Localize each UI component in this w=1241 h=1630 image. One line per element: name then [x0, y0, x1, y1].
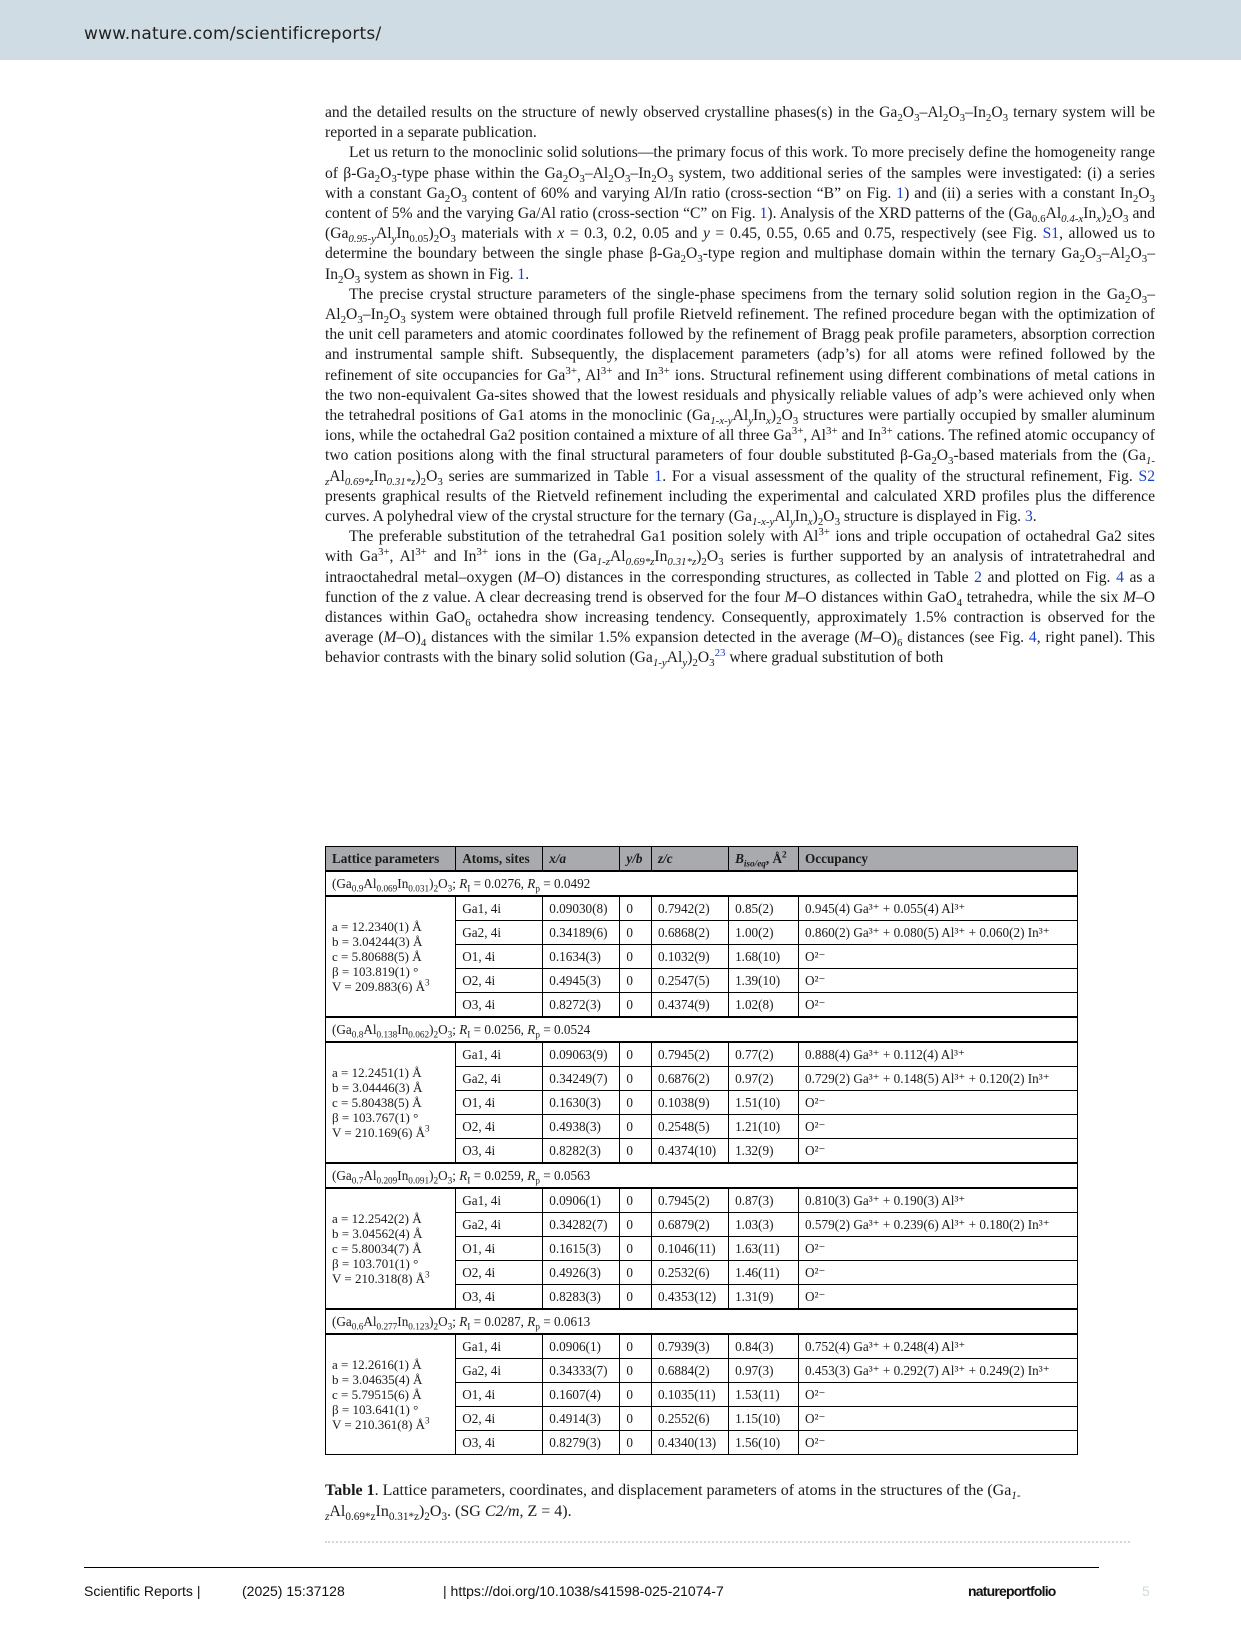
occupancy-value: 0.579(2) Ga³⁺ + 0.239(6) Al³⁺ + 0.180(2) In³⁺ — [799, 1213, 1078, 1237]
formula-row — [326, 1017, 1078, 1042]
b-iso-value: 1.68(10) — [729, 945, 799, 969]
x-a-value: 0.1615(3) — [543, 1237, 620, 1261]
lattice-parameters-cell: a = 12.2451(1) Å b = 3.04446(3) Å c = 5.80438(5) Å β = 103.767(1) ° V = 210.169(6) $Å^3$ — [326, 1042, 456, 1163]
lattice-param: b = 3.04244(3) Å — [332, 934, 423, 949]
z-c-value: 0.6879(2) — [651, 1213, 728, 1237]
table-1 — [325, 846, 1078, 1455]
x-a-value: 0.4938(3) — [543, 1115, 620, 1139]
occupancy-value: 0.810(3) Ga³⁺ + 0.190(3) Al³⁺ — [799, 1188, 1078, 1213]
y-b-value: 0 — [620, 969, 652, 993]
occupancy-value: O²⁻ — [799, 945, 1078, 969]
x-a-value: 0.4914(3) — [543, 1407, 620, 1431]
nature-portfolio-logo: natureportfolio — [968, 1583, 1056, 1599]
x-a-value: 0.1607(4) — [543, 1383, 620, 1407]
formula-row — [326, 871, 1078, 896]
atom-site: O3, 4i — [456, 1139, 543, 1164]
lattice-param: a = 12.2451(1) Å — [332, 1065, 422, 1080]
b-iso-value: 1.39(10) — [729, 969, 799, 993]
col-y-b: y/b — [620, 847, 652, 872]
occupancy-value: O²⁻ — [799, 1285, 1078, 1310]
y-b-value: 0 — [620, 1285, 652, 1310]
lattice-param: a = 12.2616(1) Å — [332, 1357, 422, 1372]
lattice-param: β = 103.701(1) ° — [332, 1256, 419, 1271]
y-b-value: 0 — [620, 1139, 652, 1164]
y-b-value: 0 — [620, 1407, 652, 1431]
fig-s2-link[interactable]: S2 — [1138, 467, 1155, 485]
fig-1-link[interactable]: 1 — [517, 265, 526, 283]
occupancy-value: O²⁻ — [799, 993, 1078, 1018]
z-c-value: 0.1035(11) — [651, 1383, 728, 1407]
occupancy-value: O²⁻ — [799, 1261, 1078, 1285]
y-b-value: 0 — [620, 1115, 652, 1139]
z-c-value: 0.7939(3) — [651, 1334, 728, 1359]
fig-1-link[interactable]: 1 — [759, 205, 768, 223]
lattice-param: a = 12.2340(1) Å — [332, 919, 422, 934]
atom-site: O1, 4i — [456, 945, 543, 969]
site-url[interactable]: www.nature.com/scientificreports/ — [84, 24, 382, 44]
x-a-value: 0.34189(6) — [543, 921, 620, 945]
occupancy-value: O²⁻ — [799, 1383, 1078, 1407]
b-iso-value: 0.85(2) — [729, 896, 799, 921]
atom-site: O2, 4i — [456, 969, 543, 993]
paragraph-3: The precise crystal structure parameters of the single-phase specimens from the ternary solid solution region in the $Ga_2O_3-Al_2O_3-In_2O_3$ system were obtained through full profile Rietveld refinement. The refined procedure began with the optimization of the unit cell parameters and atomic coordinates followed by the refinement of Bragg peak profile parameters, absorption correction and instrumental sample shift. Subsequently, the displacement parameters (adp’s) for all atoms were refined followed by the refinement of site occupancies for $Ga^{3+}$, $Al^{3+}$ and $In^{3+}$ ions. Structural refinement using different combinations of metal cations in the two non-equivalent Ga-sites showed that the lowest residuals and physically reliable values of adp’s were achieved only when the tetrahedral positions of Ga1 atoms in the monoclinic $(Ga_{1-x-y}Al_yIn_x)_2O_3$ structures were partially occupied by smaller aluminum ions, while the octahedral Ga2 position contained a mixture of all three $Ga^{3+}$, $Al^{3+}$ and $In^{3+}$ cations. The refined atomic occupancy of two cation positions along with the final structural parameters of four double substituted $\beta-Ga_2O_3$-based materials from the $(Ga_{1-z}Al_{0.69*z}In_{0.31*z})_2O_3$ series are summarized in Table 1. For a visual assessment of the quality of the structural refinement, Fig. S2 presents graphical results of the Rietveld refinement including the experimental and calculated XRD profiles plus the difference curves. A polyhedral view of the crystal structure for the ternary $(Ga_{1-x-y}Al_yIn_x)_2O_3$ structure is displayed in Fig. 3. — [325, 285, 1156, 529]
y-b-value: 0 — [620, 1334, 652, 1359]
z-c-value: 0.2532(6) — [651, 1261, 728, 1285]
compound-formula: $(Ga_{0.8}Al_{0.138}In_{0.062})_2O_3$; $R_I = 0.0256$, $R_p = 0.0524$ — [326, 1017, 1078, 1042]
article-body — [325, 103, 1155, 669]
x-a-value: 0.34333(7) — [543, 1359, 620, 1383]
table-row — [326, 1188, 1078, 1213]
table-caption: Table 1. Lattice parameters, coordinates, and displacement parameters of atoms in the structures of the $(Ga_{1-z}Al_{0.69*z}In_{0.31*z})_2O_3$. (SG C2/m, Z = 4). — [325, 1482, 1021, 1524]
b-iso-value: 0.84(3) — [729, 1334, 799, 1359]
page-number: 5 — [1142, 1583, 1150, 1599]
paragraph-4: The preferable substitution of the tetrahedral Ga1 position solely with $Al^{3+}$ ions and triple occupation of octahedral Ga2 sites with $Ga^{3+}$, $Al^{3+}$ and $In^{3+}$ ions in the $(Ga_{1-z}Al_{0.69*z}In_{0.31*z})_2O_3$ series is further supported by an analysis of intratetrahedral and intraoctahedral metal–oxygen (M–O) distances in the corresponding structures, as collected in Table 2 and plotted on Fig. 4 as a function of the z value. A clear decreasing trend is observed for the four M–O distances within GaO$_4$ tetrahedra, while the six M–O distances within GaO$_6$ octahedra show increasing tendency. Consequently, approximately 1.5% contraction is observed for the average $(M-O)_4$ distances with the similar 1.5% expansion detected in the average $(M-O)_6$ distances (see Fig. 4, right panel). This behavior contrasts with the binary solid solution $(Ga_{1-y}Al_y)_2O_3^{23}$ where gradual substitution of both — [325, 526, 1155, 670]
x-a-value: 0.4945(3) — [543, 969, 620, 993]
table-1-link[interactable]: 1 — [654, 467, 663, 485]
z-c-value: 0.7945(2) — [651, 1188, 728, 1213]
y-b-value: 0 — [620, 1042, 652, 1067]
y-b-value: 0 — [620, 1237, 652, 1261]
fig-1-link[interactable]: 1 — [896, 184, 905, 202]
col-z-c: z/c — [651, 847, 728, 872]
atom-site: O2, 4i — [456, 1261, 543, 1285]
lattice-param: β = 103.767(1) ° — [332, 1110, 419, 1125]
z-c-value: 0.7945(2) — [651, 1042, 728, 1067]
x-a-value: 0.4926(3) — [543, 1261, 620, 1285]
b-iso-value: 0.97(2) — [729, 1067, 799, 1091]
b-iso-value: 1.03(3) — [729, 1213, 799, 1237]
atom-site: O3, 4i — [456, 1431, 543, 1455]
atom-site: Ga1, 4i — [456, 1334, 543, 1359]
table-row — [326, 1334, 1078, 1359]
x-a-value: 0.09030(8) — [543, 896, 620, 921]
table-row — [326, 896, 1078, 921]
y-b-value: 0 — [620, 1091, 652, 1115]
z-c-value: 0.7942(2) — [651, 896, 728, 921]
compound-formula: $(Ga_{0.9}Al_{0.069}In_{0.031})_2O_3$; $R_I = 0.0276$, $R_p = 0.0492$ — [326, 871, 1078, 896]
col-occupancy: Occupancy — [799, 847, 1078, 872]
b-iso-value: 1.51(10) — [729, 1091, 799, 1115]
b-iso-value: 1.15(10) — [729, 1407, 799, 1431]
z-c-value: 0.6884(2) — [651, 1359, 728, 1383]
atom-site: Ga2, 4i — [456, 1067, 543, 1091]
b-iso-value: 1.21(10) — [729, 1115, 799, 1139]
occupancy-value: 0.729(2) Ga³⁺ + 0.148(5) Al³⁺ + 0.120(2) In³⁺ — [799, 1067, 1078, 1091]
y-b-value: 0 — [620, 1431, 652, 1455]
table-row — [326, 1042, 1078, 1067]
z-c-value: 0.4374(9) — [651, 993, 728, 1018]
lattice-param: β = 103.641(1) ° — [332, 1402, 419, 1417]
lattice-param: c = 5.80688(5) Å — [332, 949, 422, 964]
x-a-value: 0.09063(9) — [543, 1042, 620, 1067]
lattice-param: V = 210.318(8) Å — [332, 1271, 426, 1286]
lattice-param: V = 210.361(8) Å — [332, 1417, 426, 1432]
x-a-value: 0.1634(3) — [543, 945, 620, 969]
col-atoms-sites: Atoms, sites — [456, 847, 543, 872]
occupancy-value: O²⁻ — [799, 1237, 1078, 1261]
atom-site: Ga1, 4i — [456, 896, 543, 921]
b-iso-value: 1.63(11) — [729, 1237, 799, 1261]
z-c-value: 0.1038(9) — [651, 1091, 728, 1115]
atom-site: Ga2, 4i — [456, 1213, 543, 1237]
y-b-value: 0 — [620, 1261, 652, 1285]
col-b-iso: $B_{iso/eq}$, $Å^2$ — [729, 847, 799, 872]
y-b-value: 0 — [620, 896, 652, 921]
atom-site: O2, 4i — [456, 1115, 543, 1139]
z-c-value: 0.4353(12) — [651, 1285, 728, 1310]
atom-site: O2, 4i — [456, 1407, 543, 1431]
occupancy-value: 0.752(4) Ga³⁺ + 0.248(4) Al³⁺ — [799, 1334, 1078, 1359]
b-iso-value: 0.77(2) — [729, 1042, 799, 1067]
compound-formula: $(Ga_{0.6}Al_{0.277}In_{0.123})_2O_3$; $R_I = 0.0287$, $R_p = 0.0613$ — [326, 1309, 1078, 1334]
occupancy-value: O²⁻ — [799, 1091, 1078, 1115]
z-c-value: 0.2548(5) — [651, 1115, 728, 1139]
footer-volume: (2025) 15:37128 — [242, 1583, 345, 1599]
atom-site: Ga1, 4i — [456, 1188, 543, 1213]
z-c-value: 0.4340(13) — [651, 1431, 728, 1455]
table-header-row — [326, 847, 1078, 872]
occupancy-value: O²⁻ — [799, 1115, 1078, 1139]
col-lattice-parameters: Lattice parameters — [326, 847, 456, 872]
x-a-value: 0.8282(3) — [543, 1139, 620, 1164]
formula-row — [326, 1163, 1078, 1188]
lattice-param: c = 5.79515(6) Å — [332, 1387, 422, 1402]
y-b-value: 0 — [620, 1359, 652, 1383]
atom-site: O1, 4i — [456, 1091, 543, 1115]
lattice-param: b = 3.04635(4) Å — [332, 1372, 423, 1387]
y-b-value: 0 — [620, 993, 652, 1018]
occupancy-value: O²⁻ — [799, 1431, 1078, 1455]
b-iso-value: 1.31(9) — [729, 1285, 799, 1310]
lattice-parameters-cell: a = 12.2616(1) Å b = 3.04635(4) Å c = 5.79515(6) Å β = 103.641(1) ° V = 210.361(8) $Å^3$ — [326, 1334, 456, 1455]
y-b-value: 0 — [620, 1383, 652, 1407]
occupancy-value: 0.453(3) Ga³⁺ + 0.292(7) Al³⁺ + 0.249(2) In³⁺ — [799, 1359, 1078, 1383]
occupancy-value: O²⁻ — [799, 969, 1078, 993]
site-header-bar — [0, 0, 1241, 60]
z-c-value: 0.2552(6) — [651, 1407, 728, 1431]
fig-4-link[interactable]: 4 — [1116, 568, 1124, 586]
table-2-link[interactable]: 2 — [974, 568, 982, 586]
b-iso-value: 1.02(8) — [729, 993, 799, 1018]
atom-site: Ga2, 4i — [456, 1359, 543, 1383]
atom-site: Ga1, 4i — [456, 1042, 543, 1067]
lattice-param: c = 5.80438(5) Å — [332, 1095, 422, 1110]
lattice-param: b = 3.04562(4) Å — [332, 1226, 423, 1241]
x-a-value: 0.34249(7) — [543, 1067, 620, 1091]
atom-site: O1, 4i — [456, 1383, 543, 1407]
atom-site: O3, 4i — [456, 993, 543, 1018]
x-a-value: 0.8283(3) — [543, 1285, 620, 1310]
b-iso-value: 1.32(9) — [729, 1139, 799, 1164]
x-a-value: 0.8272(3) — [543, 993, 620, 1018]
x-a-value: 0.34282(7) — [543, 1213, 620, 1237]
compound-formula: $(Ga_{0.7}Al_{0.209}In_{0.091})_2O_3$; $R_I = 0.0259$, $R_p = 0.0563$ — [326, 1163, 1078, 1188]
lattice-param: c = 5.80034(7) Å — [332, 1241, 422, 1256]
b-iso-value: 1.56(10) — [729, 1431, 799, 1455]
z-c-value: 0.1032(9) — [651, 945, 728, 969]
z-c-value: 0.2547(5) — [651, 969, 728, 993]
b-iso-value: 0.97(3) — [729, 1359, 799, 1383]
x-a-value: 0.8279(3) — [543, 1431, 620, 1455]
lattice-param: β = 103.819(1) ° — [332, 964, 419, 979]
footer-doi-link[interactable]: | https://doi.org/10.1038/s41598-025-21074-7 — [443, 1583, 724, 1599]
atom-site: O3, 4i — [456, 1285, 543, 1310]
z-c-value: 0.6876(2) — [651, 1067, 728, 1091]
footer-rule — [84, 1567, 1099, 1568]
x-a-value: 0.0906(1) — [543, 1334, 620, 1359]
paragraph-1: and the detailed results on the structure of newly observed crystalline phases(s) in the $Ga_2O_3-Al_2O_3-In_2O_3$ ternary system will be reported in a separate publication. — [325, 104, 1156, 142]
paragraph-2: Let us return to the monoclinic solid solutions—the primary focus of this work. To more precisely define the homogeneity range of $\beta-Ga_2O_3$-type phase within the $Ga_2O_3-Al_2O_3-In_2O_3$ system, two additional series of the samples were investigated: (i) a series with a constant $Ga_2O_3$ content of 60% and varying Al/In ratio (cross-section “B” on Fig. 1) and (ii) a series with a constant $In_2O_3$ content of 5% and the varying Ga/Al ratio (cross-section “C” on Fig. 1). Analysis of the XRD patterns of the $(Ga_{0.6}Al_{0.4-x}In_x)_2O_3$ and $(Ga_{0.95-y}Al_yIn_{0.05})_2O_3$ materials with x = 0.3, 0.2, 0.05 and y = 0.45, 0.55, 0.65 and 0.75, respectively (see Fig. S1, allowed us to determine the boundary between the single phase $\beta-Ga_2O_3$-type region and multiphase domain within the ternary $Ga_2O_3-Al_2O_3-In_2O_3$ system as shown in Fig. 1. — [325, 144, 1156, 286]
lattice-parameters-cell: a = 12.2340(1) Å b = 3.04244(3) Å c = 5.80688(5) Å β = 103.819(1) ° V = 209.883(6) $Å^3$ — [326, 896, 456, 1017]
lattice-parameters-cell: a = 12.2542(2) Å b = 3.04562(4) Å c = 5.80034(7) Å β = 103.701(1) ° V = 210.318(8) $Å^3$ — [326, 1188, 456, 1309]
b-iso-value: 0.87(3) — [729, 1188, 799, 1213]
table-body — [326, 871, 1078, 1455]
x-a-value: 0.0906(1) — [543, 1188, 620, 1213]
lattice-param: b = 3.04446(3) Å — [332, 1080, 423, 1095]
occupancy-value: 0.860(2) Ga³⁺ + 0.080(5) Al³⁺ + 0.060(2) In³⁺ — [799, 921, 1078, 945]
footer-journal-name: Scientific Reports | — [84, 1583, 201, 1599]
occupancy-value: O²⁻ — [799, 1407, 1078, 1431]
fig-s1-link[interactable]: S1 — [1042, 225, 1060, 243]
caption-divider — [325, 1541, 1130, 1543]
x-a-value: 0.1630(3) — [543, 1091, 620, 1115]
z-c-value: 0.6868(2) — [651, 921, 728, 945]
atom-site: Ga2, 4i — [456, 921, 543, 945]
col-x-a: x/a — [543, 847, 620, 872]
b-iso-value: 1.53(11) — [729, 1383, 799, 1407]
z-c-value: 0.1046(11) — [651, 1237, 728, 1261]
lattice-param: V = 210.169(6) Å — [332, 1125, 426, 1140]
fig-4-link[interactable]: 4 — [1028, 629, 1037, 647]
y-b-value: 0 — [620, 1067, 652, 1091]
lattice-param: a = 12.2542(2) Å — [332, 1211, 422, 1226]
b-iso-value: 1.00(2) — [729, 921, 799, 945]
occupancy-value: 0.945(4) Ga³⁺ + 0.055(4) Al³⁺ — [799, 896, 1078, 921]
formula-row — [326, 1309, 1078, 1334]
y-b-value: 0 — [620, 921, 652, 945]
fig-3-link[interactable]: 3 — [1024, 508, 1033, 526]
atom-site: O1, 4i — [456, 1237, 543, 1261]
z-c-value: 0.4374(10) — [651, 1139, 728, 1164]
b-iso-value: 1.46(11) — [729, 1261, 799, 1285]
occupancy-value: 0.888(4) Ga³⁺ + 0.112(4) Al³⁺ — [799, 1042, 1078, 1067]
reference-23-link[interactable]: 23 — [714, 647, 726, 660]
lattice-param: V = 209.883(6) Å — [332, 979, 426, 994]
y-b-value: 0 — [620, 945, 652, 969]
y-b-value: 0 — [620, 1213, 652, 1237]
y-b-value: 0 — [620, 1188, 652, 1213]
occupancy-value: O²⁻ — [799, 1139, 1078, 1164]
